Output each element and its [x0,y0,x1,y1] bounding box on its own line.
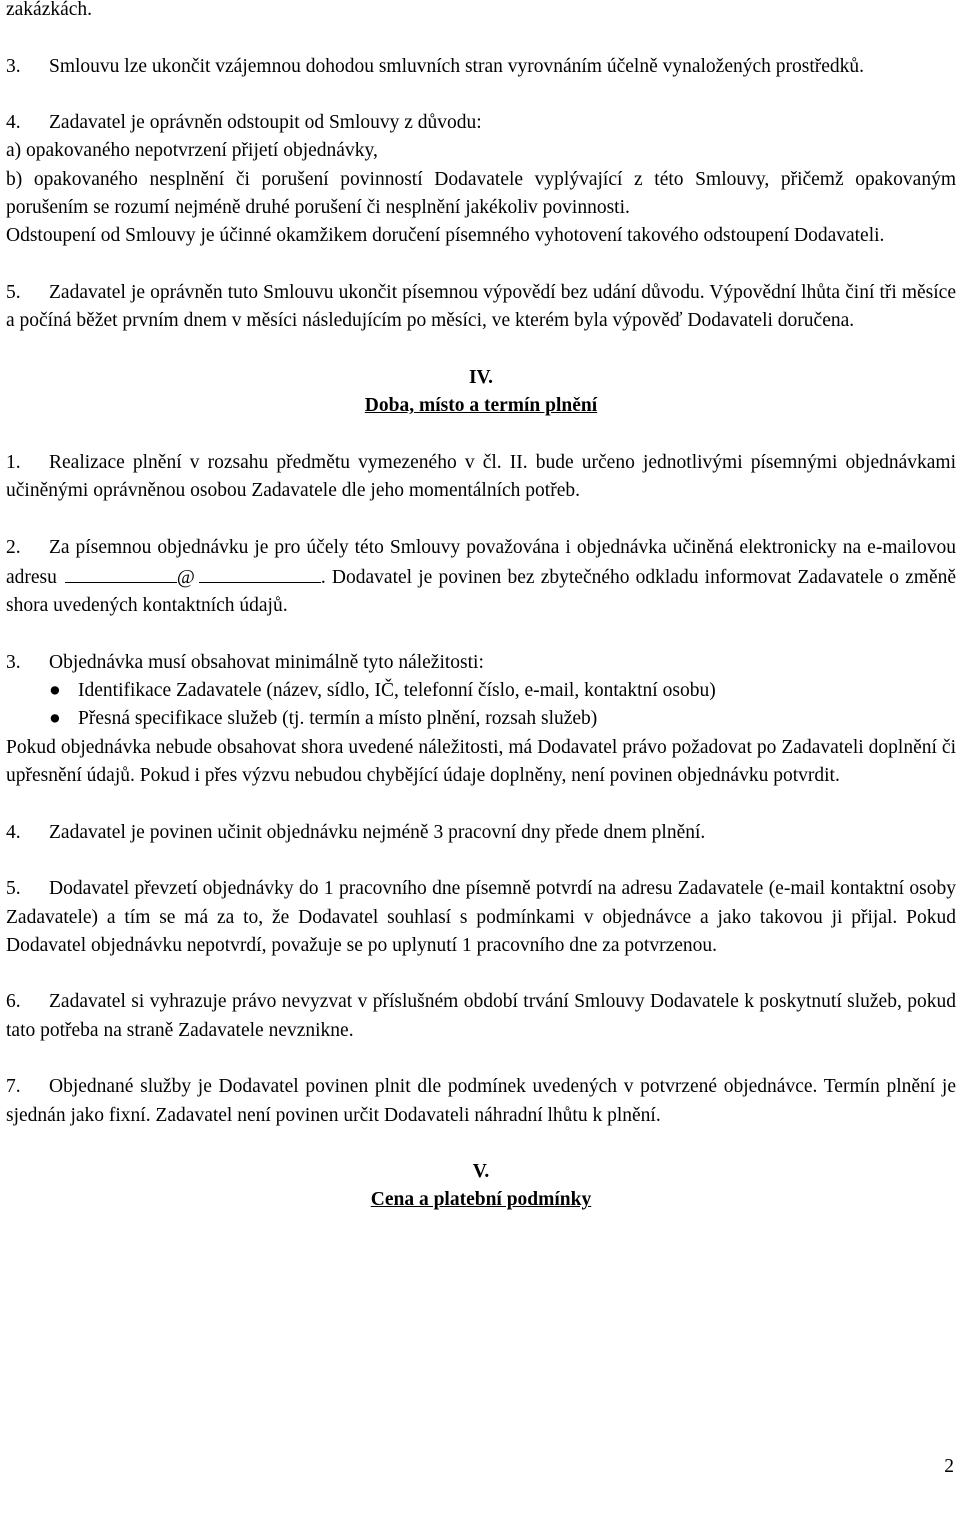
paragraph-4-note: Odstoupení od Smlouvy je účinné okamžikem doručení písemného vyhotovení takového odstoupení Dodavateli. [6,225,885,247]
section4-paragraph-7 [6,1073,956,1130]
paragraph-text: Zadavatel je oprávněn tuto Smlouvu ukončit písemnou výpovědí bez udání důvodu. Výpovědní lhůta činí tři měsíce a počíná běžet prvním dnem v měsíci následujícím po měsíci, ve kterém byla výpověď Dodavateli doručena. [6,281,956,332]
paragraph-text: . Dodavatel je povinen bez zbytečného odkladu informovat Zadavatele o změně shora uvedených kontaktních údajů. [6,566,956,617]
paragraph-number: 2. [6,536,21,558]
list-item: ● Identifikace Zadavatele (název, sídlo, IČ, telefonní číslo, e-mail, kontaktní osobu) [6,677,956,705]
email-blank-domain [199,562,321,583]
bullet-icon: ● [49,680,61,702]
paragraph-number: 3. [6,55,21,77]
paragraph-4-item-b: b) opakovaného nesplnění či porušení povinností Dodavatele vyplývající z této Smlouvy, přičemž opakovaným porušením se rozumí nejméně druhé porušení či nesplnění jakékoliv povinnosti. [6,168,956,219]
paragraph-5 [6,279,956,336]
section4-paragraph-4 [6,819,956,847]
page-number: 2 [944,1456,954,1477]
paragraph-text: Objednané služby je Dodavatel povinen plnit dle podmínek uvedených v potvrzené objednávce. Termín plnění je sjednán jako fixní. Zadavatel není povinen určit Dodavateli náhradní lhůtu k plnění. [6,1076,956,1126]
paragraph-continuation: zakázkách. [6,0,93,20]
paragraph-number: 5. [6,281,21,303]
email-blank-local [65,562,177,583]
document-page [6,0,956,1215]
paragraph-text: Za písemnou objednávku je pro účely této Smlouvy považována i objednávka učiněná elektronicky na e-mailovou adresu [6,536,956,588]
section-number: IV. [468,366,494,388]
paragraph-text: Dodavatel převzetí objednávky do 1 pracovního dne písemně potvrdí na adresu Zadavatele (e-mail kontaktní osoby Zadavatele) a tím se má za to, že Dodavatel souhlasí s podmínkami v objednávce a jako takovou ji přijal. Pokud Dodavatel objednávku nepotvrdí, považuje se po uplynutí 1 pracovního dne za potvrzenou. [6,878,956,956]
list-item: ● Přesná specifikace služeb (tj. termín a místo plnění, rozsah služeb) [6,705,956,733]
paragraph-text: Zadavatel je oprávněn odstoupit od Smlouvy z důvodu: [49,112,482,134]
email-at-sign: @ [176,566,195,588]
section-title: Cena a platební podmínky [370,1189,592,1211]
paragraph-number: 4. [6,112,21,134]
paragraph-number: 7. [6,1076,21,1098]
paragraph-number: 6. [6,991,21,1013]
paragraph-4 [6,109,956,137]
section4-paragraph-2 [6,534,956,621]
section4-paragraph-1 [6,449,956,506]
requirements-list [6,677,956,734]
paragraph-3 [6,53,956,81]
paragraph-number: 1. [6,451,21,473]
bullet-icon: ● [49,708,61,730]
section-title: Doba, místo a termín plnění [364,395,598,417]
paragraph-text: Zadavatel si vyhrazuje právo nevyzvat v příslušném období trvání Smlouvy Dodavatele k poskytnutí služeb, pokud tato potřeba na straně Zadavatele nevznikne. [6,991,956,1041]
paragraph-number: 4. [6,821,21,843]
paragraph-number: 3. [6,651,21,673]
paragraph-4-item-a: a) opakovaného nepotvrzení přijetí objednávky, [6,140,378,162]
section4-paragraph-6 [6,988,956,1045]
paragraph-text: Smlouvu lze ukončit vzájemnou dohodou smluvních stran vyrovnáním účelně vynaložených prostředků. [49,55,865,77]
section4-paragraph-5 [6,875,956,960]
paragraph-text: Realizace plnění v rozsahu předmětu vymezeného v čl. II. bude určeno jednotlivými písemnými objednávkami učiněnými oprávněnou osobou Zadavatele dle jeho momentálních potřeb. [6,451,956,502]
paragraph-text: Objednávka musí obsahovat minimálně tyto náležitosti: [49,651,484,673]
section4-paragraph-3 [6,649,956,677]
section-number: V. [472,1161,490,1183]
paragraph-text: Zadavatel je povinen učinit objednávku nejméně 3 pracovní dny přede dnem plnění. [49,821,706,843]
section4-paragraph-3-note: Pokud objednávka nebude obsahovat shora uvedené náležitosti, má Dodavatel právo požadovat po Zadavateli doplnění či upřesnění údajů. Pokud i přes výzvu nebudou chybějící údaje doplněny, není povinen objednávku potvrdit. [6,736,956,787]
paragraph-number: 5. [6,878,21,900]
